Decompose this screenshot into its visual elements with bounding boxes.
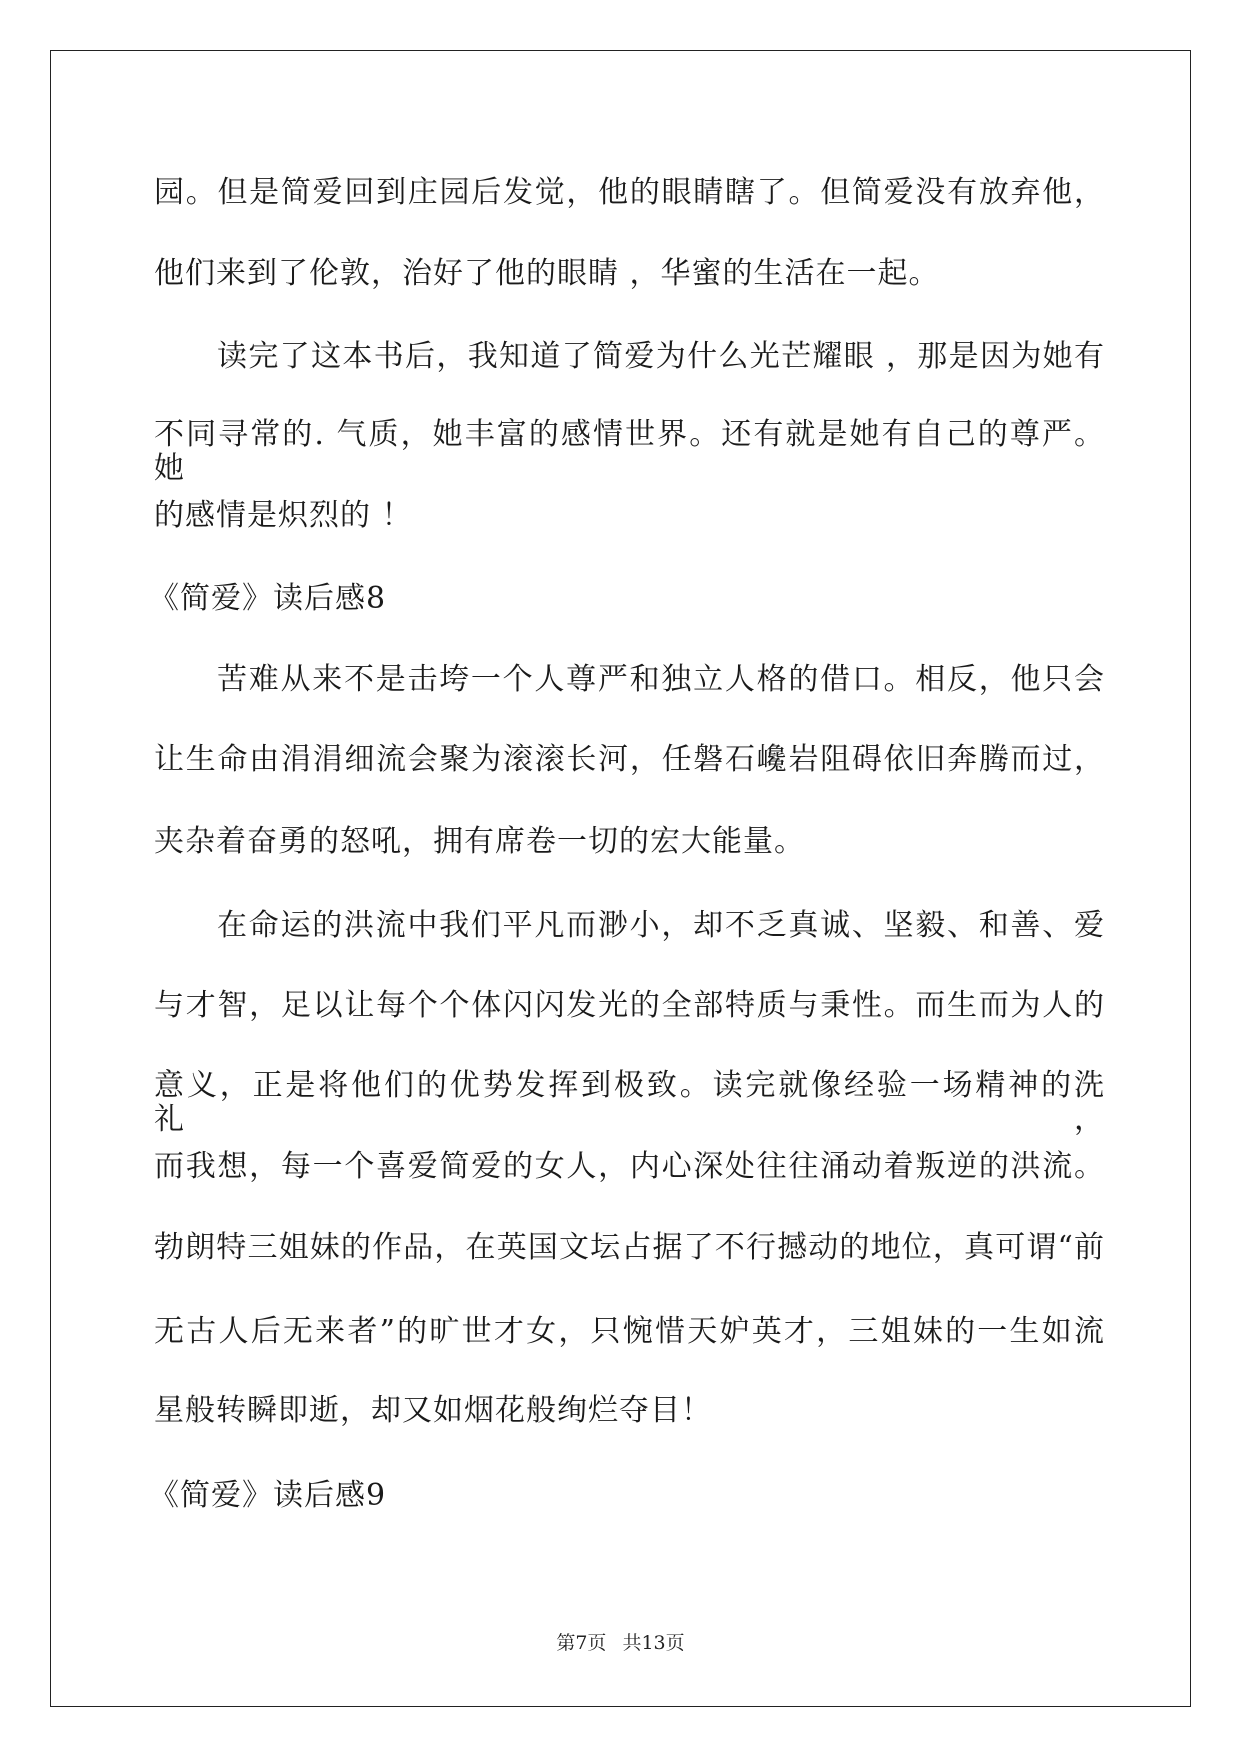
body-line: 夹杂着奋勇的怒吼，拥有席卷一切的宏大能量。	[154, 824, 805, 859]
page-border	[50, 50, 1191, 1707]
page-number-footer: 第7页 共13页	[556, 1632, 685, 1654]
body-line: 不同寻常的. 气质，她丰富的感情世界。还有就是她有自己的尊严。她	[154, 417, 1105, 486]
paragraph-first-line: 苦难从来不是击垮一个人尊严和独立人格的借口。相反，他只会	[217, 662, 1105, 697]
body-line: 而我想，每一个喜爱简爱的女人，内心深处往往涌动着叛逆的洪流。	[154, 1149, 1105, 1184]
section-heading: 《简爱》读后感8	[149, 581, 387, 616]
body-line: 勃朗特三姐妹的作品，在英国文坛占据了不行撼动的地位，真可谓“前	[154, 1230, 1105, 1265]
body-line: 的感情是炽烈的 ！	[154, 498, 413, 533]
body-line: 意义，正是将他们的优势发挥到极致。读完就像经验一场精神的洗礼，	[154, 1068, 1105, 1137]
body-line: 他们来到了伦敦，治好了他的眼睛 ，华蜜的生活在一起。	[154, 256, 940, 291]
section-heading: 《简爱》读后感9	[149, 1478, 387, 1513]
body-line: 让生命由涓涓细流会聚为滚滚长河，任磐石巉岩阻碍依旧奔腾而过，	[154, 742, 1105, 777]
paragraph-first-line: 读完了这本书后，我知道了简爱为什么光芒耀眼 ，那是因为她有	[217, 339, 1105, 374]
body-line: 无古人后无来者”的旷世才女，只惋惜天妒英才，三姐妹的一生如流	[154, 1314, 1105, 1349]
paragraph-first-line: 在命运的洪流中我们平凡而渺小，却不乏真诚、坚毅、和善、爱	[217, 908, 1105, 943]
body-line: 与才智，足以让每个个体闪闪发光的全部特质与秉性。而生而为人的	[154, 988, 1105, 1023]
body-line: 园。但是简爱回到庄园后发觉，他的眼睛瞎了。但简爱没有放弃他，	[154, 175, 1105, 210]
body-line: 星般转瞬即逝，却又如烟花般绚烂夺目！	[154, 1393, 712, 1428]
